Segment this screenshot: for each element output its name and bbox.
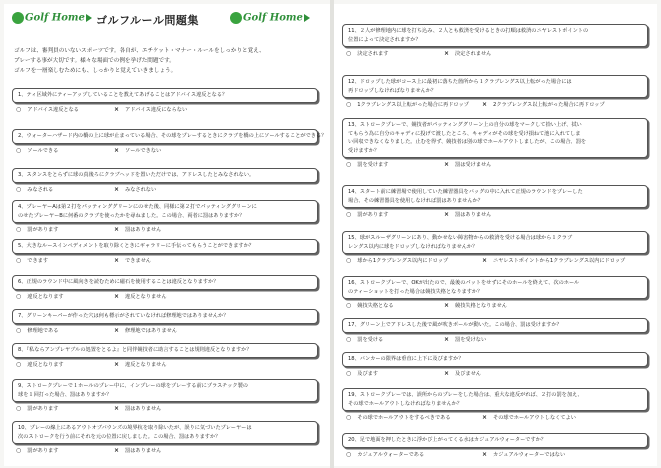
answer-label: 罰はありません	[125, 448, 162, 454]
question-block	[342, 433, 648, 459]
answer-label: 及びません	[455, 370, 481, 377]
cross-mark-icon: ×	[114, 146, 120, 154]
question-block	[342, 388, 648, 422]
answer-label: ソールできる	[27, 147, 59, 154]
answer-label: 違反となります	[27, 361, 64, 368]
answer-option-correct[interactable]	[16, 327, 108, 335]
question-text: 18、バンカーの限界は垂直に上下に及びますか？	[348, 356, 464, 362]
question-block	[12, 275, 318, 301]
cross-mark-icon: ×	[444, 161, 450, 168]
answer-option-correct[interactable]	[16, 361, 108, 369]
question-box	[12, 88, 318, 103]
circle-mark-icon: ○	[346, 101, 352, 108]
question-block	[12, 309, 318, 335]
question-text: 1、ティ区域外にティーアップしていることを教えてあげることはアドバイス違反となる？	[18, 92, 228, 98]
question-text: 17、グリーン上でアドレスした後で風が吹きボールが動いた。この場合、罰は受けますか？	[348, 322, 562, 328]
answer-options	[12, 405, 318, 413]
answer-options	[12, 327, 318, 335]
page-title: ゴルフルール問題集	[96, 14, 199, 27]
answer-label: 1クラブレングス以上転がった場合に再ドロップ	[357, 102, 469, 108]
answer-options	[12, 186, 318, 194]
question-block	[12, 200, 318, 234]
left-page	[4, 4, 330, 466]
answer-option-correct[interactable]	[16, 293, 108, 301]
cross-mark-icon: ×	[482, 101, 488, 108]
question-text: 16、ストロークプレーで、OKが出たので、最後のパットをせずにそのホールを終えて、次のホール	[348, 280, 580, 286]
answer-label: 罰を受ける	[357, 336, 384, 343]
question-box	[12, 421, 318, 444]
answer-label: 罰があります	[357, 212, 389, 218]
answer-option-correct[interactable]	[16, 186, 108, 194]
answer-option-wrong[interactable]	[444, 211, 491, 219]
answer-option-correct[interactable]	[16, 147, 108, 155]
header	[4, 10, 330, 36]
question-block	[12, 88, 318, 114]
flag-icon	[304, 14, 310, 22]
question-text: レングス以内に球をドロップしなければなりませんか？	[348, 243, 478, 250]
question-text: 9、ストロークプレーで１ホールのプレー中に、インプレーの球をプレーする前にプラスチック製の	[18, 383, 248, 389]
cross-mark-icon: ×	[444, 302, 450, 309]
answer-label: 罰はありません	[125, 227, 162, 233]
circle-mark-icon: ○	[346, 450, 352, 458]
answer-label: 罰があります	[27, 448, 59, 454]
answer-label: 罰を受けます	[357, 162, 389, 168]
answer-option-wrong[interactable]	[444, 161, 491, 169]
circle-mark-icon: ○	[346, 257, 352, 264]
question-text: 次のストロークを行う前にそれを元の位置に戻しました。この場合、罰はありますか？	[18, 433, 221, 440]
golf-home-logo-left: Golf Home	[12, 12, 92, 24]
question-box	[342, 352, 648, 367]
answer-option-wrong[interactable]	[114, 257, 151, 265]
answer-label: 及びます	[357, 370, 379, 377]
circle-mark-icon: ○	[16, 447, 22, 454]
question-block	[12, 379, 318, 413]
answer-option-correct[interactable]	[346, 101, 476, 109]
answer-option-correct[interactable]	[16, 447, 108, 455]
cross-mark-icon: ×	[482, 257, 488, 264]
circle-mark-icon: ○	[16, 226, 22, 233]
answer-label: その球でホールアウトをするべきである	[357, 415, 451, 421]
answer-label: 罰はありません	[125, 406, 162, 412]
circle-mark-icon: ○	[16, 105, 22, 113]
answer-label: 罰はありません	[455, 212, 492, 218]
cross-mark-icon: ×	[114, 105, 120, 113]
cross-mark-icon: ×	[114, 326, 120, 334]
question-box	[12, 309, 318, 324]
answer-label: 違反となりません	[125, 293, 167, 300]
circle-mark-icon: ○	[346, 302, 352, 309]
cross-mark-icon: ×	[114, 256, 120, 264]
question-box	[12, 200, 318, 223]
flag-icon	[86, 14, 92, 22]
answer-label: 修理地である	[27, 327, 59, 334]
answer-options	[342, 50, 648, 58]
answer-options	[342, 336, 648, 344]
answer-option-wrong[interactable]	[114, 106, 187, 114]
question-text: 12、ドロップした球がコース上に最初に落ちた箇所から１クラブレングス以上転がった場合には	[348, 79, 572, 85]
question-box	[12, 129, 327, 144]
answer-options	[342, 161, 648, 169]
answer-options	[12, 147, 318, 155]
question-text: 3、スタンスをとらずに球の真後ろにクラブヘッドを置いただけでは、アドレスしたとみなされない。	[18, 172, 255, 178]
answer-label: 競技失格となる	[357, 303, 394, 309]
answer-option-correct[interactable]	[346, 161, 438, 169]
question-text: 14、スタート前に練習場で使用していた練習器具をバッグの中に入れて正規のラウンドをプレーした	[348, 189, 583, 195]
question-text: い回収できなくなりました。止むを得ず、競技者は別の球でホールアウトしましたが、この場合、罰を	[348, 139, 587, 145]
cross-mark-icon: ×	[114, 185, 120, 193]
circle-mark-icon: ○	[16, 185, 22, 193]
question-box	[342, 433, 648, 448]
question-block	[342, 75, 648, 109]
circle-mark-icon: ○	[16, 326, 22, 334]
question-box	[342, 231, 648, 254]
answer-option-correct[interactable]	[346, 211, 438, 219]
answer-options	[12, 257, 318, 265]
answer-options	[12, 106, 318, 114]
answer-option-wrong[interactable]	[482, 451, 565, 459]
circle-mark-icon: ○	[346, 50, 352, 57]
answer-option-correct[interactable]	[346, 414, 476, 422]
answer-options	[342, 451, 648, 459]
question-block	[342, 276, 648, 310]
intro-text: ゴルフは、審判員のいないスポーツです。各自が、エチケット・マナー・ルールをしっかりと覚え、 プレーする事が大切です。様々な場面での例を挙げた問題です。 ゴルフを一層楽しむためにも、しっかりと覚えていきましょう。	[14, 48, 265, 74]
answer-option-wrong[interactable]	[114, 327, 177, 335]
cross-mark-icon: ×	[114, 292, 120, 300]
circle-mark-icon: ○	[346, 161, 352, 168]
question-text: 球を１回打った場合、罰はありますか？	[18, 391, 112, 398]
answer-options	[342, 211, 648, 219]
circle-mark-icon: ○	[16, 146, 22, 154]
question-text: 19、ストロークプレーでは、誤所からのプレーをした場合は、重大な違反がれば、２打の罰を加え、	[348, 392, 583, 398]
question-text: 13、ストロークプレーで、競技者がパッティンググリーン上の自分の球をマークして拾い上げ、拭い	[348, 122, 582, 128]
answer-label: カジュアルウォーターである	[357, 451, 425, 458]
question-block	[12, 343, 318, 369]
answer-label: 決定されます	[357, 51, 389, 57]
cross-mark-icon: ×	[482, 450, 488, 458]
circle-mark-icon: ○	[16, 256, 22, 264]
answer-options	[342, 414, 648, 422]
question-block	[342, 352, 648, 378]
answer-option-wrong[interactable]	[482, 414, 576, 422]
answer-option-wrong[interactable]	[444, 336, 486, 344]
circle-mark-icon: ○	[346, 211, 352, 218]
answer-options	[12, 447, 318, 455]
question-text: 再ドロップしなければなりませんか？	[348, 87, 437, 94]
golf-ball-icon	[230, 12, 242, 24]
question-box	[342, 318, 648, 333]
answer-label: 違反となります	[27, 293, 64, 300]
question-block	[12, 421, 318, 455]
answer-label: みなされない	[125, 186, 157, 193]
answer-label: できません	[125, 257, 151, 264]
right-page	[334, 4, 657, 466]
cross-mark-icon: ×	[482, 414, 488, 421]
question-block	[12, 129, 327, 155]
answer-label: 決定されません	[455, 51, 492, 57]
answer-option-correct[interactable]	[346, 257, 476, 265]
question-block	[12, 168, 318, 194]
golf-home-logo-right: Golf Home	[230, 12, 310, 24]
question-text: 20、足で地面を押したときに浮かび上がってくる水はカジュアルウォーターですか？	[348, 437, 547, 443]
question-text: 位置によって決定されますか？	[348, 36, 421, 43]
question-text: 4、プレーヤーAは第２打をパッティンググリーンにのせた後、同様に第２打でパッティンググリーンに	[18, 204, 257, 210]
question-block	[342, 185, 648, 219]
question-text: のせたプレーヤーBに何番のクラブを使ったかを尋ねました。この場合、両者に罰はありますか？	[18, 212, 245, 219]
answer-option-correct[interactable]	[346, 302, 438, 310]
answer-label: できます	[27, 257, 49, 264]
answer-label: 修理地ではありません	[125, 327, 177, 334]
answer-option-correct[interactable]	[346, 50, 438, 58]
answer-option-correct[interactable]	[346, 451, 476, 459]
answer-options	[342, 257, 648, 265]
question-text: 15、球がスルーザグリーンにあり、動かせない障害物からの救済を受ける場合は球から１クラブ	[348, 235, 573, 241]
question-box	[12, 275, 318, 290]
question-text: 受けますか？	[348, 147, 380, 154]
answer-option-correct[interactable]	[16, 405, 108, 413]
cross-mark-icon: ×	[444, 211, 450, 218]
answer-option-correct[interactable]	[346, 370, 438, 378]
question-text: 5、大きなルースインペディメントを取り除くときにギャラリーに手伝ってもらうことができますか？	[18, 243, 254, 249]
cross-mark-icon: ×	[114, 360, 120, 368]
question-box	[12, 239, 318, 254]
question-box	[12, 379, 318, 402]
answer-label: ソールできない	[125, 147, 162, 154]
question-box	[342, 118, 648, 158]
answer-label: 罰があります	[27, 227, 59, 233]
cross-mark-icon: ×	[444, 369, 450, 377]
question-box	[342, 388, 648, 411]
cross-mark-icon: ×	[114, 447, 120, 454]
answer-option-correct[interactable]	[16, 226, 108, 234]
question-box	[12, 343, 318, 358]
question-text: 場合、その練習器具を使用しなければ罰はありませんか？	[348, 197, 483, 204]
question-text: てもらう為に自分のキャディに投げて渡したところ、キャディがその球を受け損ねて池に入れてしま	[348, 130, 581, 137]
circle-mark-icon: ○	[346, 369, 352, 377]
answer-options	[12, 226, 318, 234]
answer-option-wrong[interactable]	[482, 257, 625, 265]
answer-option-wrong[interactable]	[444, 50, 491, 58]
answer-label: ニヤレストポイントから1クラブレングス以内にドロップ	[493, 258, 626, 264]
answer-label: 球から1クラブレングス以内にドロップ	[357, 258, 449, 264]
answer-label: 2クラブレングス以上転がった場合に再ドロップ	[493, 102, 605, 108]
answer-option-wrong[interactable]	[114, 361, 167, 369]
answer-option-correct[interactable]	[346, 336, 438, 344]
question-box	[342, 75, 648, 98]
answer-option-correct[interactable]	[16, 106, 108, 114]
answer-option-correct[interactable]	[16, 257, 108, 265]
answer-label: 罰があります	[27, 406, 59, 412]
question-text: 8、『私ならアンプレヤブルの処置をとるよ』と同伴競技者に助言することは規則違反となりますか？	[18, 347, 252, 353]
answer-options	[12, 361, 318, 369]
answer-option-wrong[interactable]	[114, 226, 161, 234]
question-block	[342, 231, 648, 265]
circle-mark-icon: ○	[16, 405, 22, 412]
cross-mark-icon: ×	[114, 405, 120, 412]
answer-options	[12, 293, 318, 301]
cross-mark-icon: ×	[444, 335, 450, 343]
answer-options	[342, 101, 648, 109]
circle-mark-icon: ○	[346, 335, 352, 343]
answer-label: その球でホールアウトしなくてよい	[493, 415, 576, 421]
answer-label: アドバイス違反にならない	[125, 106, 188, 113]
answer-label: 罰は受けません	[455, 162, 492, 168]
circle-mark-icon: ○	[16, 292, 22, 300]
answer-label: みなされる	[27, 186, 54, 193]
question-block	[342, 318, 648, 344]
circle-mark-icon: ○	[16, 360, 22, 368]
answer-option-wrong[interactable]	[114, 147, 161, 155]
question-box	[342, 276, 648, 299]
answer-option-wrong[interactable]	[114, 293, 167, 301]
question-text: のティーショットを打った場合は競技失格となりますか？	[348, 288, 483, 295]
answer-option-wrong[interactable]	[444, 370, 481, 378]
question-text: その球でホールアウトしなければなりませんか？	[348, 400, 463, 407]
answer-option-wrong[interactable]	[444, 302, 507, 310]
answer-label: カジュアルウォーターではない	[493, 451, 566, 458]
answer-options	[342, 302, 648, 310]
question-box	[342, 24, 648, 47]
question-text: 2、ウォーターハザード内の橋の上に球が止まっている場合、その球をプレーするときにクラブを橋の上にソールすることができる？	[18, 133, 327, 139]
answer-label: アドバイス違反となる	[27, 106, 79, 113]
golf-ball-icon	[12, 12, 24, 24]
question-block	[342, 118, 648, 169]
answer-option-wrong[interactable]	[482, 101, 605, 109]
question-text: 11、２人が修理地内に球を打ち込み、２人とも救済を受けるときの打順は救済のニヤレストポイントの	[348, 28, 589, 34]
question-text: 7、グリーンキーパーが作った穴は何も標示がされていなければ修理地ではありませんか？	[18, 313, 229, 319]
cross-mark-icon: ×	[114, 226, 120, 233]
question-block	[12, 239, 318, 265]
answer-label: 競技失格となりません	[455, 303, 507, 309]
cross-mark-icon: ×	[444, 50, 450, 57]
answer-option-wrong[interactable]	[114, 405, 161, 413]
question-block	[342, 24, 648, 58]
answer-label: 罰を受けない	[455, 336, 487, 343]
question-box	[12, 168, 318, 183]
answer-options	[342, 370, 648, 378]
answer-label: 違反となりません	[125, 361, 167, 368]
question-text: 10、プレーの線上にあるアウトオブバウンズの境界杭を取り除いたが、誤りに気づいたプレーヤーは	[18, 425, 252, 431]
answer-option-wrong[interactable]	[114, 186, 156, 194]
answer-option-wrong[interactable]	[114, 447, 161, 455]
question-text: 6、正規のラウンド中に風向きを読むために磁石を使用することは違反となりますか？	[18, 279, 219, 285]
circle-mark-icon: ○	[346, 414, 352, 421]
question-box	[342, 185, 648, 208]
